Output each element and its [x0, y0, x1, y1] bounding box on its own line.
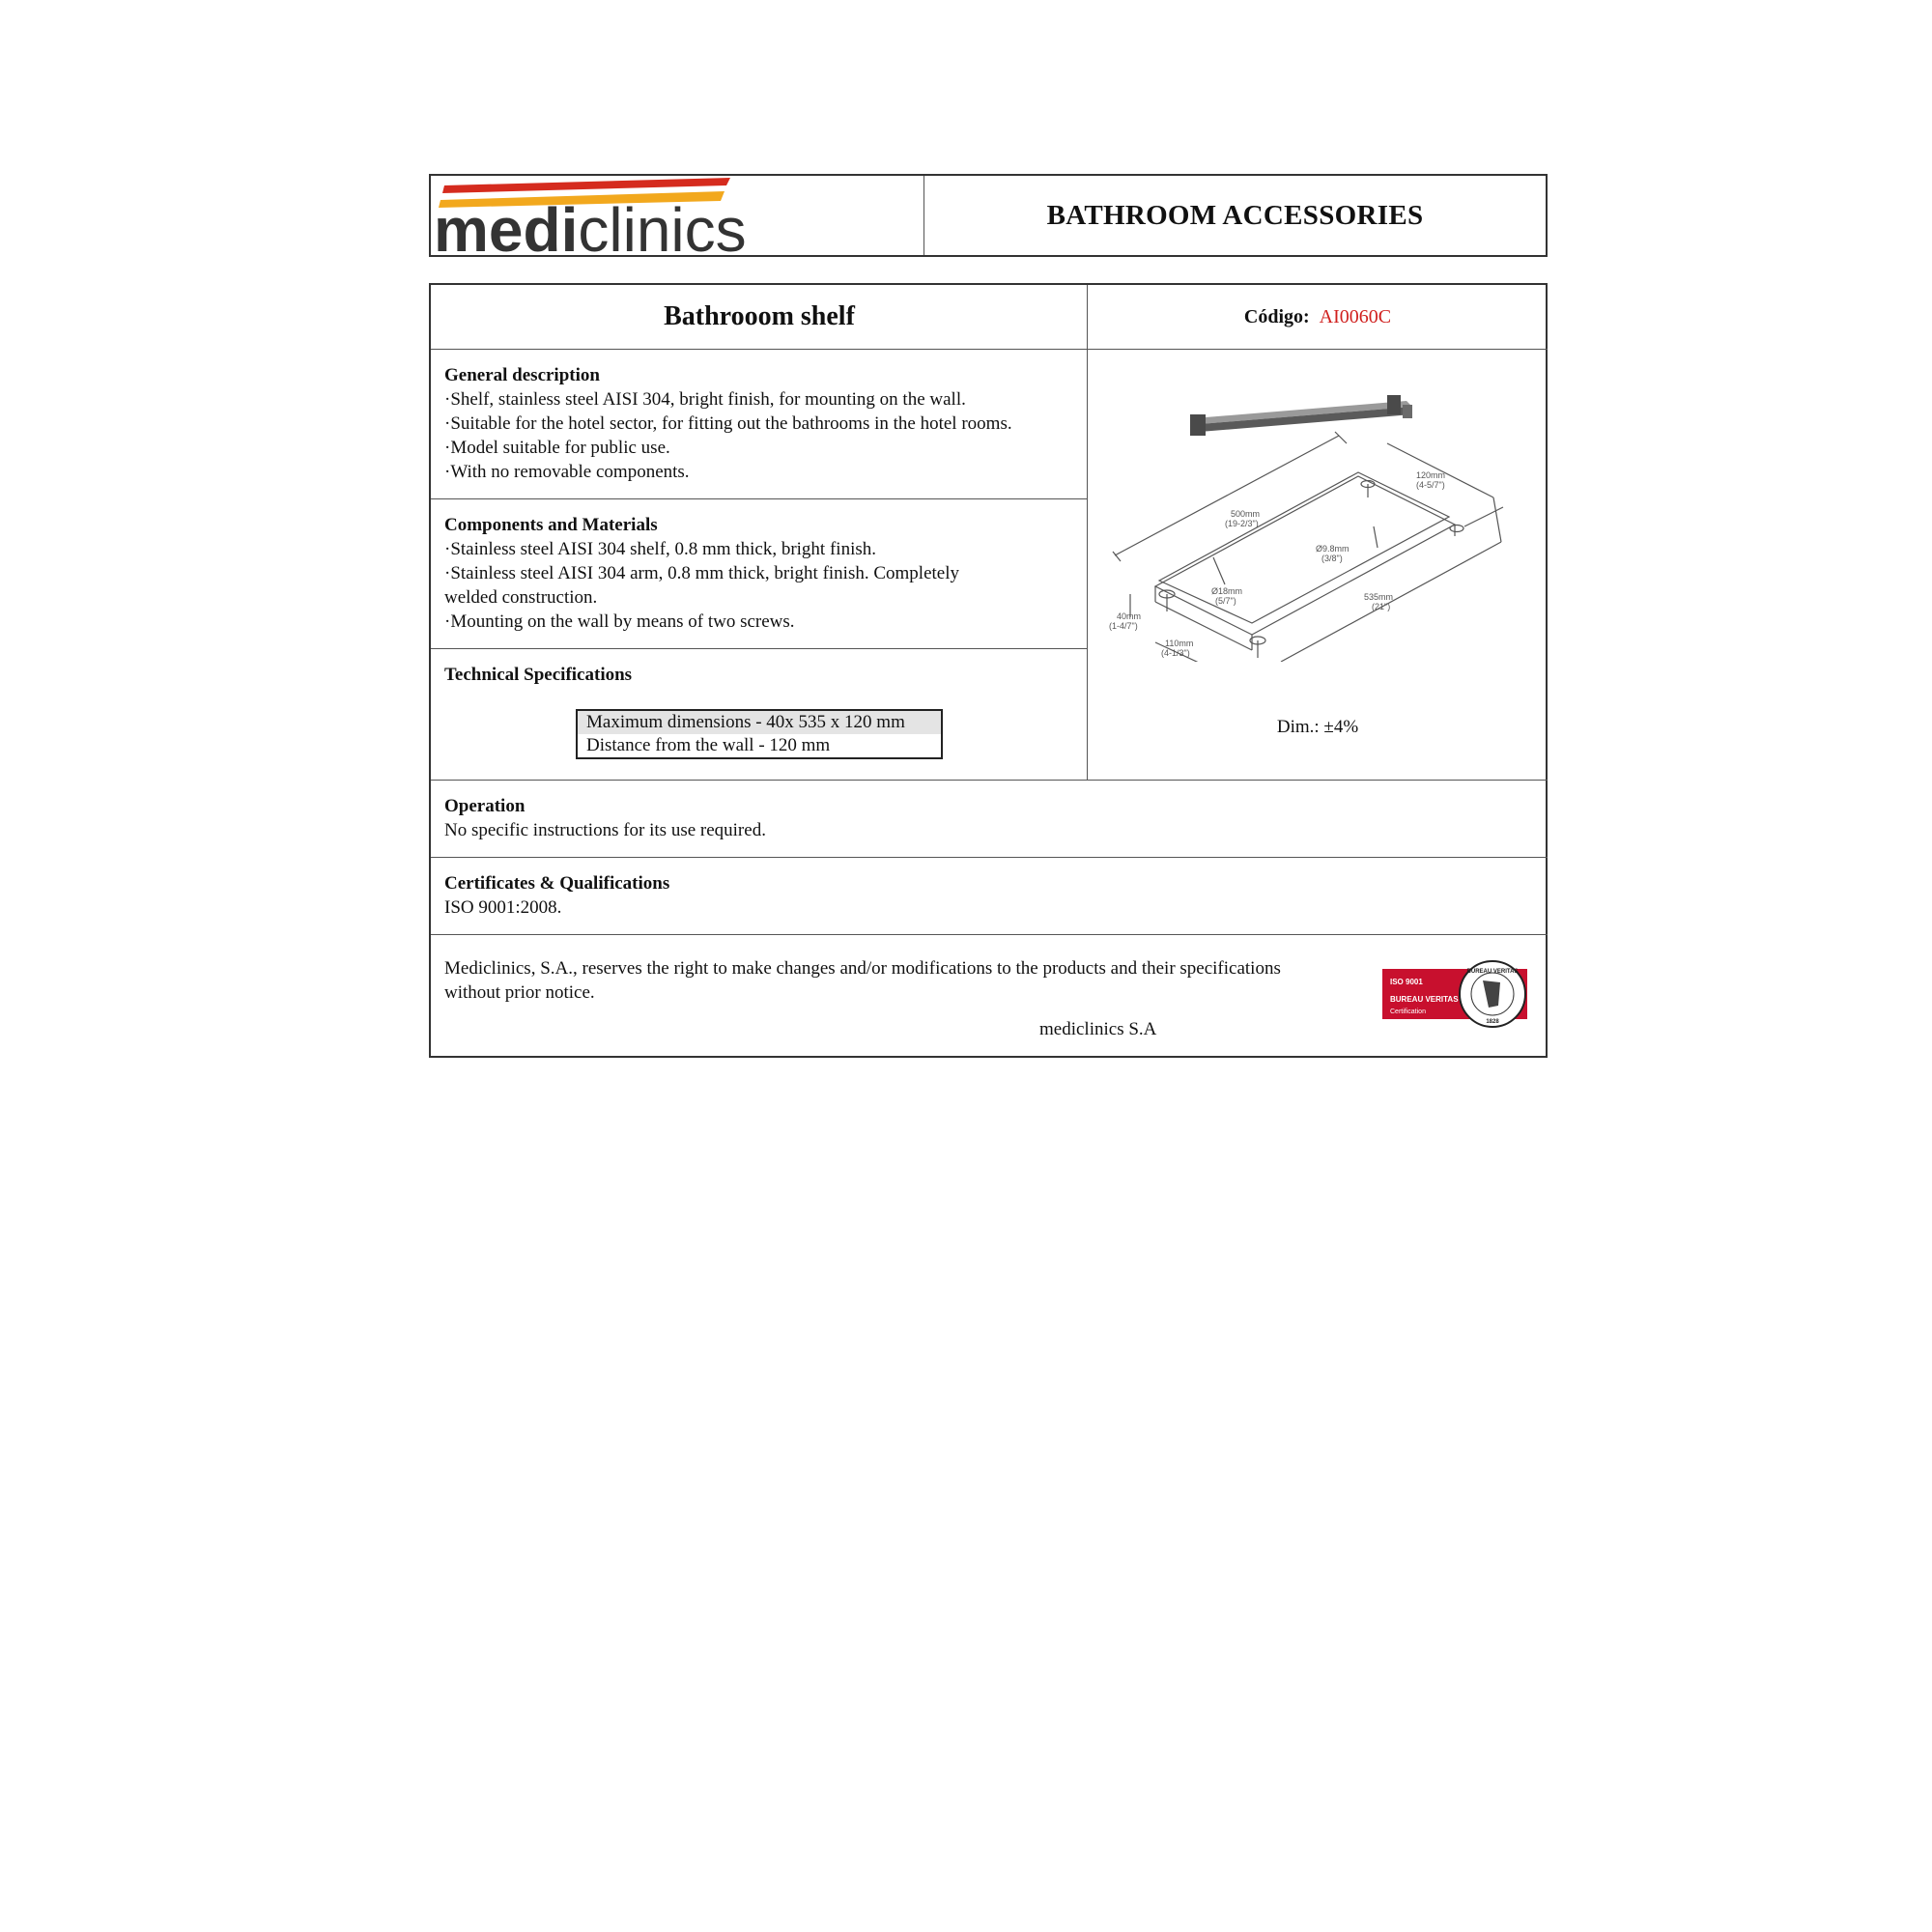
disclaimer-line: without prior notice. [444, 982, 595, 1003]
dim-label: (21") [1372, 602, 1391, 611]
dim-label: 120mm [1416, 470, 1446, 480]
operation-section [444, 794, 766, 842]
svg-text:1828: 1828 [1486, 1019, 1499, 1025]
dimension-labels [1109, 470, 1445, 658]
disclaimer [444, 956, 1372, 1005]
list-item: ·Model suitable for public use. [444, 438, 670, 458]
disclaimer-line: Mediclinics, S.A., reserves the right to make changes and/or modifications to the products and their specifications [444, 958, 1281, 979]
row-divider [431, 648, 1088, 649]
document-header [429, 174, 1548, 257]
dim-label: (3/8") [1321, 554, 1343, 563]
list-item: ·Shelf, stainless steel AISI 304, bright finish, for mounting on the wall. [444, 389, 966, 410]
row-divider [431, 498, 1088, 499]
section-text: ISO 9001:2008. [444, 897, 562, 918]
section-title: Components and Materials [444, 515, 658, 535]
svg-text:Certification: Certification [1390, 1009, 1426, 1015]
code-value: AI0060C [1319, 305, 1392, 327]
svg-text:mediclinics: mediclinics [434, 195, 747, 257]
section-text: No specific instructions for its use required. [444, 820, 766, 840]
dim-label: Ø9.8mm [1316, 544, 1350, 554]
list-item: ·Stainless steel AISI 304 shelf, 0.8 mm thick, bright finish. [444, 539, 876, 559]
list-item: ·With no removable components. [444, 462, 690, 482]
dim-label: (4-1/3") [1161, 648, 1190, 658]
dim-label: 40mm [1117, 611, 1142, 621]
row-divider [431, 349, 1548, 350]
row-divider [431, 857, 1548, 858]
bureau-veritas-logo [1382, 959, 1529, 1029]
shelf-photo [1190, 395, 1412, 436]
mediclinics-logo [431, 176, 924, 255]
svg-text:ISO 9001: ISO 9001 [1390, 978, 1423, 986]
svg-text:BUREAU VERITAS: BUREAU VERITAS [1390, 995, 1459, 1004]
dim-label: (1-4/7") [1109, 621, 1138, 631]
section-title: Operation [444, 796, 526, 816]
product-drawing [1097, 362, 1542, 662]
certificates-section [444, 871, 669, 920]
components-section [444, 513, 959, 634]
dim-label: (5/7") [1215, 596, 1236, 606]
dim-label: 535mm [1364, 592, 1394, 602]
code-label: Código: [1243, 305, 1310, 327]
dim-label: 500mm [1231, 509, 1261, 519]
technical-section [444, 663, 632, 687]
svg-text:BUREAU VERITAS: BUREAU VERITAS [1466, 969, 1519, 975]
list-item: ·Suitable for the hotel sector, for fitting out the bathrooms in the hotel rooms. [444, 413, 1012, 434]
dimension-drawing [1113, 432, 1503, 662]
list-item: ·Mounting on the wall by means of two screws. [444, 611, 795, 632]
dim-label: (19-2/3") [1225, 519, 1259, 528]
product-title: Bathrooom shelf [664, 301, 855, 331]
row-divider [431, 934, 1548, 935]
dim-label: Ø18mm [1211, 586, 1243, 596]
product-code [1088, 285, 1548, 349]
dimension-tolerance: Dim.: ±4% [1276, 717, 1359, 737]
company-name: mediclinics S.A [1039, 1019, 1157, 1039]
list-item: welded construction. [444, 587, 598, 608]
spec-row: Distance from the wall - 120 mm [586, 735, 831, 755]
row-divider [431, 780, 1548, 781]
product-sheet [429, 283, 1548, 1058]
column-divider [1087, 285, 1088, 780]
list-item: ·Stainless steel AISI 304 arm, 0.8 mm thick, bright finish. Completely [444, 563, 960, 583]
spec-table [576, 709, 943, 759]
general-description-section [444, 363, 1012, 484]
section-title: General description [444, 365, 600, 385]
dim-label: (4-5/7") [1416, 480, 1445, 490]
section-title: Technical Specifications [444, 665, 633, 685]
spec-row: Maximum dimensions - 40x 535 x 120 mm [578, 711, 941, 734]
dim-label: 110mm [1165, 639, 1194, 648]
section-title: Certificates & Qualifications [444, 873, 670, 894]
header-title: BATHROOM ACCESSORIES [1046, 199, 1424, 231]
